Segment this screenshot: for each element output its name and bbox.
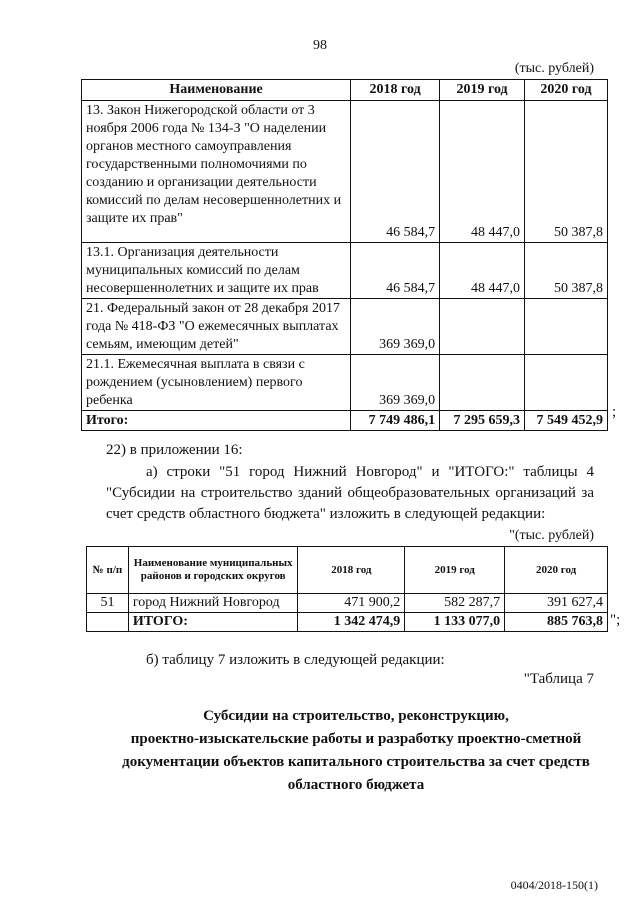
row-value-2018: 46 584,7: [351, 243, 440, 299]
item-22b: б) таблицу 7 изложить в следующей редакции:: [146, 652, 445, 668]
units-label-2: "(тыс. рублей): [509, 528, 594, 543]
total-number: [87, 613, 129, 632]
total-2020: 885 763,8: [505, 613, 608, 632]
row-name: город Нижний Новгород: [128, 594, 298, 613]
total-2019: 7 295 659,3: [440, 411, 525, 431]
table-row: [82, 355, 608, 411]
total-row: [87, 613, 608, 632]
row-name: 21.1. Ежемесячная выплата в связи с рождением (усыновлением) первого ребенка: [82, 355, 351, 411]
total-row: [82, 411, 608, 431]
page-number: 98: [313, 38, 327, 53]
row-value-2018: 471 900,2: [298, 594, 405, 613]
header-2018: 2018 год: [298, 547, 405, 594]
header-2019: 2019 год: [440, 80, 525, 101]
units-label: (тыс. рублей): [514, 61, 594, 76]
table-row: [82, 101, 608, 243]
table-row: [87, 594, 608, 613]
table7-label: "Таблица 7: [523, 671, 594, 687]
row-value-2019: [440, 355, 525, 411]
row-value-2020: 50 387,8: [525, 101, 608, 243]
row-value-2018: 46 584,7: [351, 101, 440, 243]
header-number: № п/п: [87, 547, 129, 594]
total-2018: 1 342 474,9: [298, 613, 405, 632]
row-value-2019: 48 447,0: [440, 101, 525, 243]
header-2020: 2020 год: [505, 547, 608, 594]
row-number: 51: [87, 594, 129, 613]
table-row: [82, 243, 608, 299]
row-name: 13.1. Организация деятельности муниципальных комиссий по делам несовершеннолетних и защите их прав: [82, 243, 351, 299]
row-value-2020: 50 387,8: [525, 243, 608, 299]
table-header-row: [87, 547, 608, 594]
section-title: [96, 705, 616, 797]
table-header-row: [82, 80, 608, 101]
row-value-2020: 391 627,4: [505, 594, 608, 613]
header-name: Наименование муниципальных районов и городских округов: [128, 547, 298, 594]
item-22a: а) строки "51 город Нижний Новгород" и "ИТОГО:" таблицы 4 "Субсидии на строительство зданий общеобразовательных организаций за счет средств областного бюджета" изложить в следующей редакции:: [106, 464, 594, 522]
table2-tail: ";: [610, 612, 621, 628]
row-value-2019: [440, 299, 525, 355]
row-name: 21. Федеральный закон от 28 декабря 2017 года № 418-ФЗ "О ежемесячных выплатах семьям, имеющим детей": [82, 299, 351, 355]
item-22: 22) в приложении 16:: [106, 442, 243, 458]
header-2020: 2020 год: [525, 80, 608, 101]
title-line: областного бюджета: [287, 777, 425, 793]
document-number: 0404/2018-150(1): [510, 878, 598, 892]
total-2020: 7 549 452,9: [525, 411, 608, 431]
total-2018: 7 749 486,1: [351, 411, 440, 431]
row-value-2019: 48 447,0: [440, 243, 525, 299]
row-name: 13. Закон Нижегородской области от 3 ноября 2006 года № 134-З "О наделении органов местного самоуправления государственными полномочиями по созданию и организации деятельности комиссий по делам несовершеннолетних и защите их прав": [82, 101, 351, 243]
title-line: Субсидии на строительство, реконструкцию,: [203, 708, 509, 724]
header-name: Наименование: [82, 80, 351, 101]
header-2018: 2018 год: [351, 80, 440, 101]
subsidy-table: [86, 546, 608, 632]
header-2019: 2019 год: [405, 547, 505, 594]
total-label: Итого:: [82, 411, 351, 431]
budget-table: [81, 79, 608, 431]
total-2019: 1 133 077,0: [405, 613, 505, 632]
row-value-2018: 369 369,0: [351, 299, 440, 355]
title-line: проектно-изыскательские работы и разработку проектно-сметной: [130, 731, 582, 747]
total-label: ИТОГО:: [128, 613, 298, 632]
table-row: [82, 299, 608, 355]
row-value-2020: [525, 299, 608, 355]
row-value-2020: [525, 355, 608, 411]
row-value-2018: 369 369,0: [351, 355, 440, 411]
title-line: документации объектов капитального строительства за счет средств: [122, 754, 590, 770]
row-value-2019: 582 287,7: [405, 594, 505, 613]
table1-tail: ;: [612, 404, 617, 420]
